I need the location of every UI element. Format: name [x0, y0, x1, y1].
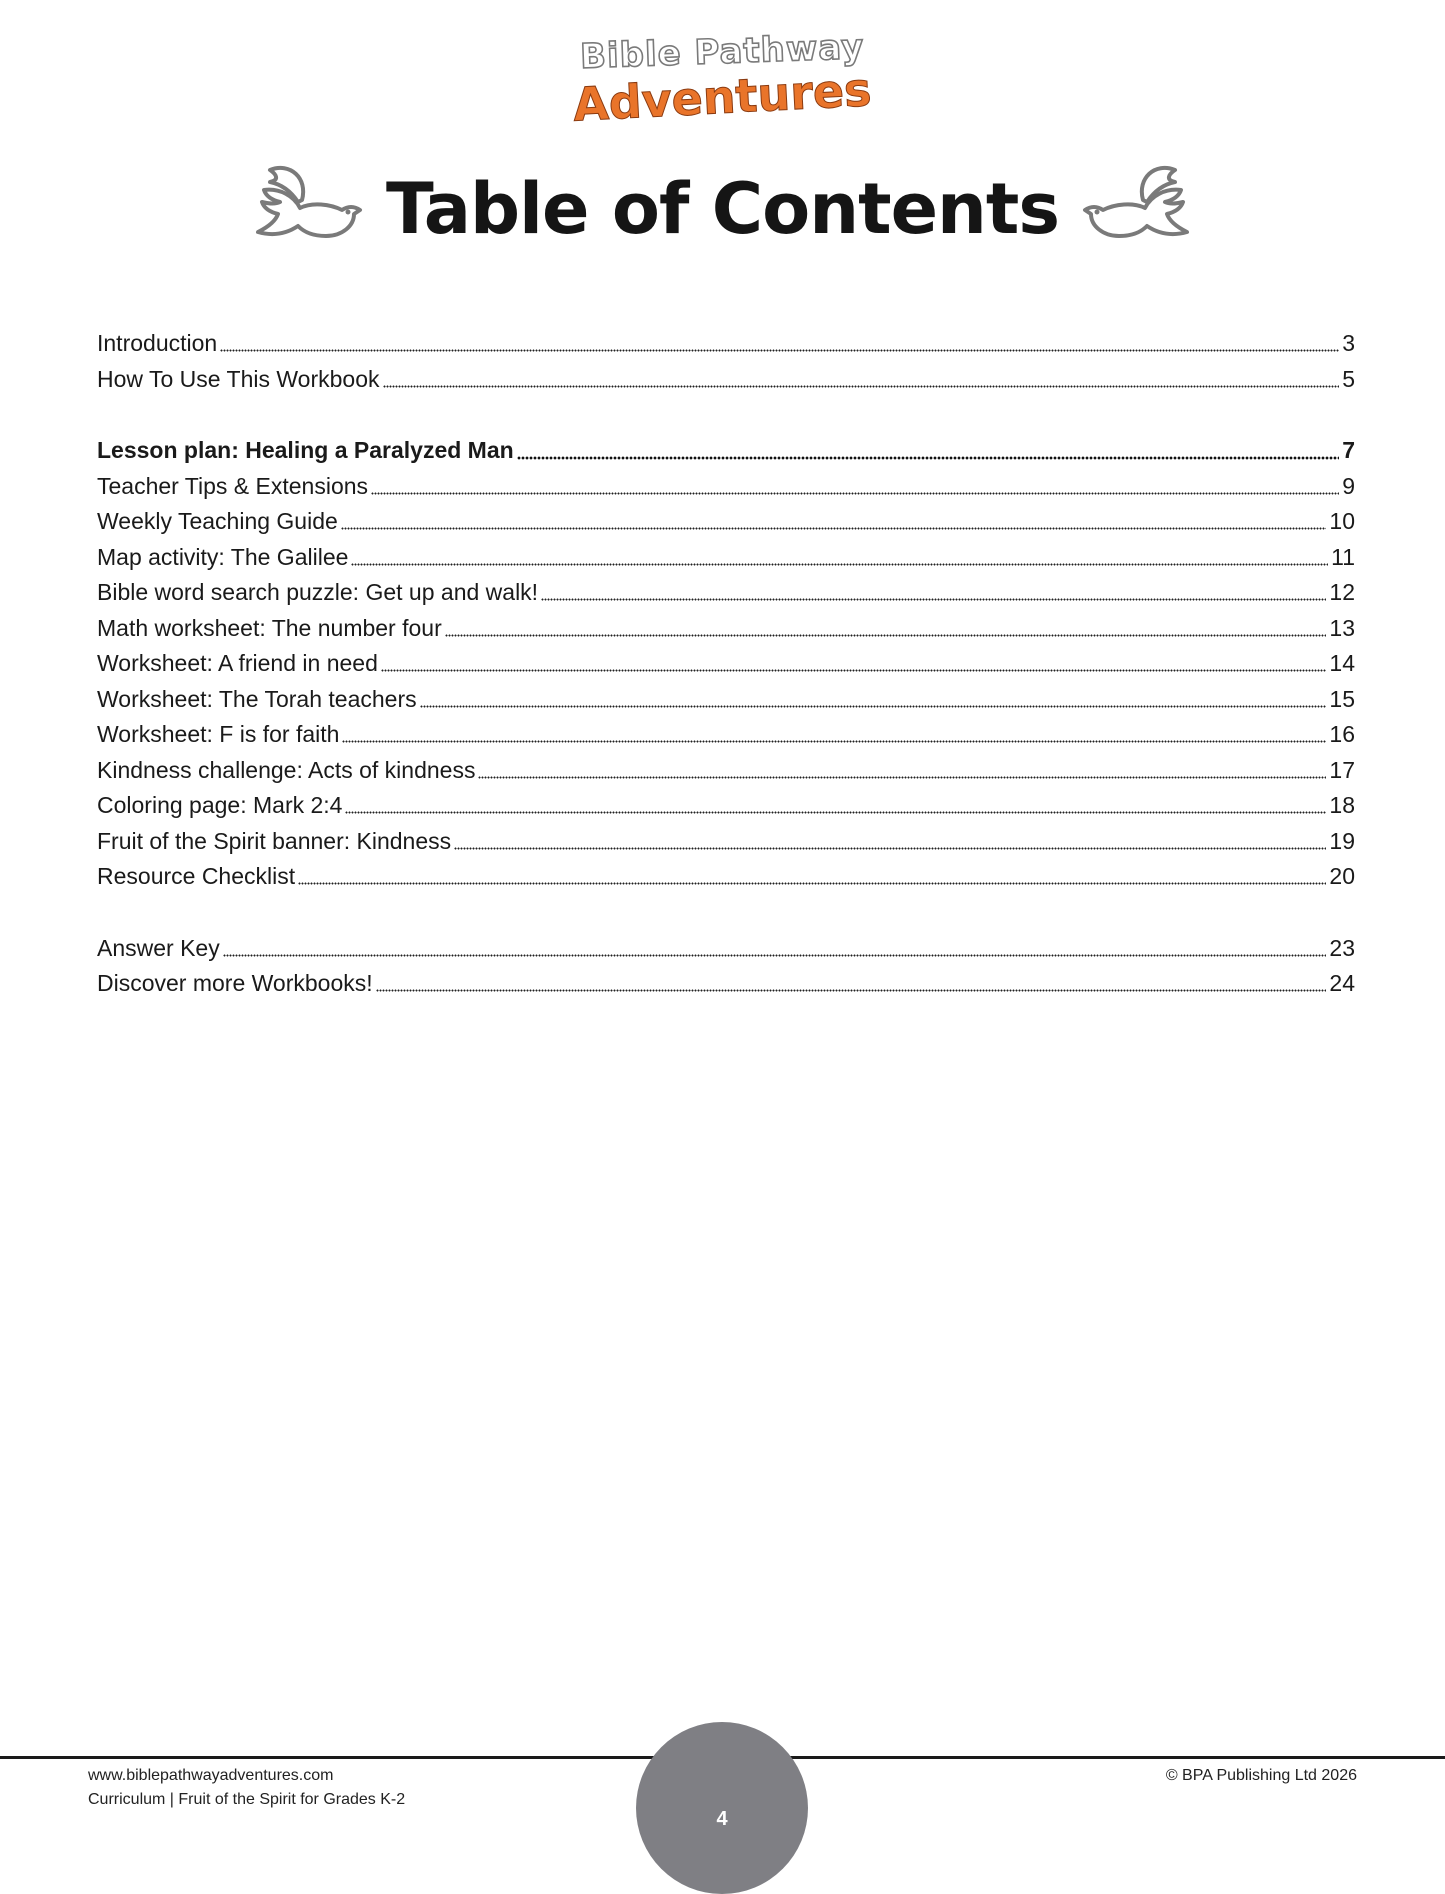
toc-entry[interactable] [97, 788, 1355, 824]
toc-entry-label: Introduction [97, 330, 218, 356]
footer-website[interactable]: www.biblepathwayadventures.com [88, 1767, 334, 1784]
toc-spacer [97, 397, 1355, 433]
toc-entry[interactable] [97, 611, 1355, 647]
toc-spacer [97, 895, 1355, 931]
toc-entry[interactable] [97, 966, 1355, 1002]
toc-entry-page: 17 [1329, 756, 1355, 783]
toc-entry-page: 14 [1329, 650, 1355, 676]
page-title: Table of Contents [385, 168, 1060, 250]
toc-entry-label: Fruit of the Spirit banner: Kindness [97, 827, 452, 854]
toc-entry-page: 11 [1331, 543, 1355, 570]
toc-entry-page: 9 [1342, 472, 1355, 499]
toc-dot-leader [376, 988, 1327, 994]
toc-dot-leader [383, 383, 1340, 389]
toc-entry-page: 15 [1329, 685, 1355, 712]
toc-entry[interactable] [97, 753, 1355, 789]
toc-entry-page: 12 [1329, 579, 1355, 605]
toc-entry[interactable] [97, 504, 1355, 540]
toc-entry-page: 20 [1329, 863, 1355, 889]
toc-dot-leader [342, 739, 1326, 745]
toc-entry[interactable] [97, 433, 1355, 469]
toc-entry[interactable] [97, 824, 1355, 860]
toc-dot-leader [420, 703, 1327, 709]
toc-entry-page: 13 [1329, 614, 1355, 641]
table-of-contents [97, 326, 1355, 1002]
toc-dot-leader [223, 952, 1327, 958]
toc-entry-page: 16 [1329, 721, 1355, 747]
dove-icon [1075, 160, 1195, 250]
toc-entry[interactable] [97, 646, 1355, 682]
toc-entry[interactable] [97, 326, 1355, 362]
page-number: 4 [716, 1808, 728, 1830]
toc-entry[interactable] [97, 682, 1355, 718]
toc-entry-label: How To Use This Workbook [97, 365, 380, 392]
publisher-logo [0, 27, 1445, 132]
toc-entry-label: Coloring page: Mark 2:4 [97, 792, 343, 818]
toc-entry-label: Math worksheet: The number four [97, 614, 442, 641]
toc-entry-page: 5 [1342, 365, 1355, 392]
toc-entry-label: Kindness challenge: Acts of kindness [97, 756, 476, 783]
toc-entry[interactable] [97, 859, 1355, 895]
toc-entry-label: Resource Checklist [97, 863, 296, 889]
toc-entry-label: Lesson plan: Healing a Paralyzed Man [97, 437, 514, 463]
footer-series: Curriculum | Fruit of the Spirit for Grades K-2 [88, 1791, 406, 1808]
toc-dot-leader [371, 490, 1339, 496]
toc-entry-page: 18 [1329, 792, 1355, 818]
toc-entry-label: Map activity: The Galilee [97, 543, 349, 570]
toc-entry[interactable] [97, 717, 1355, 753]
title-row [0, 160, 1445, 270]
page-number-badge [636, 1722, 808, 1894]
toc-dot-leader [445, 632, 1327, 638]
toc-entry-label: Answer Key [97, 934, 220, 961]
toc-entry-page: 24 [1329, 970, 1355, 996]
toc-dot-leader [220, 348, 1339, 354]
toc-entry-label: Worksheet: F is for faith [97, 721, 340, 747]
toc-dot-leader [341, 526, 1327, 532]
toc-entry-page: 3 [1342, 330, 1355, 356]
toc-entry-page: 10 [1329, 508, 1355, 534]
toc-entry-page: 7 [1342, 437, 1355, 463]
footer-copyright: © BPA Publishing Ltd 2026 [1165, 1767, 1357, 1784]
toc-dot-leader [541, 597, 1326, 603]
footer-left [88, 1764, 405, 1812]
toc-entry[interactable] [97, 362, 1355, 398]
toc-entry[interactable] [97, 469, 1355, 505]
toc-entry[interactable] [97, 540, 1355, 576]
toc-entry-label: Bible word search puzzle: Get up and walk! [97, 579, 539, 605]
toc-dot-leader [478, 774, 1326, 780]
toc-dot-leader [454, 845, 1326, 851]
toc-dot-leader [381, 668, 1327, 674]
toc-entry-label: Worksheet: A friend in need [97, 650, 378, 676]
toc-entry-label: Teacher Tips & Extensions [97, 472, 369, 499]
toc-dot-leader [298, 881, 1326, 887]
toc-entry-label: Discover more Workbooks! [97, 970, 373, 996]
toc-entry-page: 23 [1329, 934, 1355, 961]
toc-entry-label: Worksheet: The Torah teachers [97, 685, 417, 712]
logo-text-line2: Adventures [572, 62, 873, 132]
toc-dot-leader [351, 561, 1328, 567]
toc-dot-leader [517, 455, 1340, 461]
toc-entry-label: Weekly Teaching Guide [97, 508, 338, 534]
toc-entry-page: 19 [1329, 827, 1355, 854]
toc-entry[interactable] [97, 931, 1355, 967]
toc-dot-leader [345, 810, 1326, 816]
toc-entry[interactable] [97, 575, 1355, 611]
logo-text-line1: Bible Pathway [579, 27, 866, 77]
